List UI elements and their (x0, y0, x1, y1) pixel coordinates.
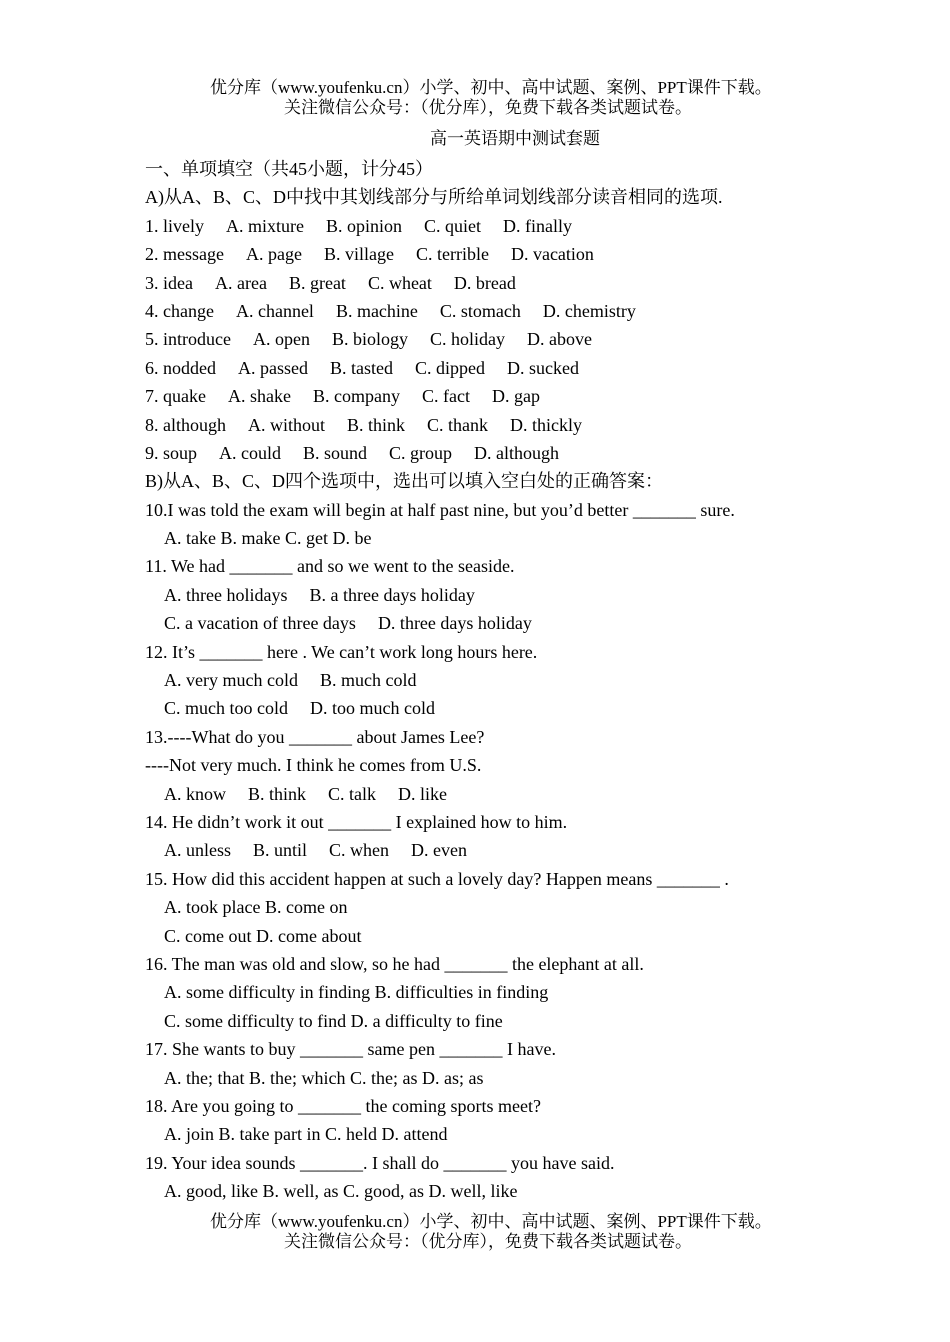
question-line: 17. She wants to buy _______ same pen _______ I have. (145, 1039, 556, 1060)
page-title: 高一英语期中测试套题 (430, 129, 600, 148)
answer-option: B. a three days holiday (309, 584, 475, 605)
question-word: 3. idea (145, 272, 193, 293)
answer-option: B. sound (303, 442, 368, 463)
question-row (145, 297, 845, 325)
answer-option: B. company (312, 386, 400, 407)
answer-option: A. shake (227, 386, 291, 407)
question-row (145, 269, 845, 297)
options-line: A. take B. make C. get D. be (164, 528, 372, 549)
answer-option: D. sucked (507, 357, 579, 378)
answer-option: D. thickly (510, 414, 583, 435)
options-line: C. come out D. come about (164, 925, 362, 946)
answer-option: B. great (288, 272, 346, 293)
answer-option: A. channel (235, 300, 314, 321)
question-line: 16. The man was old and slow, so he had _______ the elephant at all. (145, 953, 644, 974)
answer-option: B. until (253, 840, 308, 861)
question-line: 19. Your idea sounds _______. I shall do _______ you have said. (145, 1152, 615, 1173)
answer-option: D. too much cold (310, 698, 435, 719)
answer-option: D. bread (453, 272, 516, 293)
answer-option: A. open (252, 329, 310, 350)
answer-option: D. vacation (510, 244, 594, 265)
section-heading: 一、单项填空（共45小题，计分45） (145, 159, 433, 179)
question-row (145, 439, 845, 467)
answer-option: D. chemistry (542, 300, 636, 321)
answer-option: C. terrible (415, 244, 489, 265)
part-b-list (145, 496, 845, 1206)
question-word: 9. soup (145, 442, 198, 463)
question-word: 1. lively (145, 215, 204, 236)
question-word: 2. message (145, 244, 224, 265)
answer-option: D. above (527, 329, 592, 350)
footer-line-2: 关注微信公众号：（优分库），免费下载各类试题试卷。 (284, 1232, 692, 1251)
answer-option: A. area (214, 272, 267, 293)
options-line (145, 609, 845, 637)
answer-option: B. think (347, 414, 406, 435)
answer-option: A. mixture (226, 215, 304, 236)
options-line (145, 694, 845, 722)
answer-option: D. although (474, 442, 560, 463)
answer-option: C. group (389, 442, 453, 463)
question-line: ----Not very much. I think he comes from U.S. (145, 755, 482, 776)
answer-option: C. holiday (430, 329, 505, 350)
answer-option: C. much too cold (164, 698, 288, 719)
options-line (145, 581, 845, 609)
question-row (145, 411, 845, 439)
page-header (0, 78, 950, 118)
answer-option: A. passed (238, 357, 308, 378)
header-line-1: 优分库（www.youfenku.cn）小学、初中、高中试题、案例、PPT课件下载。 (210, 78, 772, 97)
footer-line-1: 优分库（www.youfenku.cn）小学、初中、高中试题、案例、PPT课件下载。 (210, 1212, 772, 1231)
question-line: 11. We had _______ and so we went to the seaside. (145, 556, 515, 577)
answer-option: B. biology (331, 329, 408, 350)
options-line (145, 836, 845, 864)
options-line: A. the; that B. the; which C. the; as D. as; as (164, 1067, 484, 1088)
answer-option: D. three days holiday (377, 613, 532, 634)
question-word: 5. introduce (145, 329, 231, 350)
answer-option: D. gap (491, 386, 540, 407)
answer-option: A. could (219, 442, 282, 463)
question-word: 8. although (145, 414, 226, 435)
answer-option: A. very much cold (164, 670, 298, 691)
part-b-instruction: B)从A、B、C、D四个选项中，选出可以填入空白处的正确答案： (145, 471, 664, 492)
options-line: C. some difficulty to find D. a difficulty to fine (164, 1010, 503, 1031)
answer-option: C. thank (427, 414, 489, 435)
page-footer (0, 1212, 950, 1252)
answer-option: C. when (329, 840, 390, 861)
question-word: 4. change (145, 300, 214, 321)
answer-option: D. like (398, 783, 448, 804)
answer-option: C. stomach (439, 300, 521, 321)
answer-option: A. know (164, 783, 226, 804)
answer-option: D. even (411, 840, 467, 861)
options-line: A. join B. take part in C. held D. attend (164, 1124, 448, 1145)
question-line: 18. Are you going to _______ the coming sports meet? (145, 1095, 541, 1116)
answer-option: A. without (248, 414, 326, 435)
answer-option: B. village (323, 244, 394, 265)
part-a-list (145, 212, 845, 468)
answer-option: C. fact (421, 386, 470, 407)
answer-option: A. three holidays (164, 584, 288, 605)
question-word: 7. quake (145, 386, 206, 407)
options-line (145, 666, 845, 694)
question-row (145, 212, 845, 240)
answer-option: A. page (245, 244, 302, 265)
answer-option: C. talk (328, 783, 377, 804)
question-line: 10.I was told the exam will begin at half past nine, but you’d better _______ sure. (145, 499, 735, 520)
question-line: 12. It’s _______ here . We can’t work long hours here. (145, 641, 538, 662)
options-line: A. took place B. come on (164, 897, 348, 918)
answer-option: A. unless (164, 840, 231, 861)
options-line (145, 780, 845, 808)
part-a-instruction: A)从A、B、C、D中找中其划线部分与所给单词划线部分读音相同的选项. (145, 187, 723, 208)
header-line-2: 关注微信公众号：（优分库），免费下载各类试题试卷。 (284, 98, 692, 117)
question-line: 15. How did this accident happen at such a lovely day? Happen means _______ . (145, 868, 729, 889)
question-word: 6. nodded (145, 357, 216, 378)
question-row (145, 382, 845, 410)
exam-content (145, 155, 845, 1205)
question-row (145, 240, 845, 268)
answer-option: C. quiet (424, 215, 482, 236)
answer-option: B. opinion (326, 215, 403, 236)
answer-option: B. machine (335, 300, 418, 321)
question-line: 13.----What do you _______ about James Lee? (145, 726, 485, 747)
options-line: A. good, like B. well, as C. good, as D. well, like (164, 1181, 518, 1202)
answer-option: B. much cold (319, 670, 417, 691)
answer-option: B. think (248, 783, 307, 804)
answer-option: C. wheat (367, 272, 432, 293)
question-row (145, 325, 845, 353)
answer-option: C. a vacation of three days (164, 613, 356, 634)
answer-option: B. tasted (330, 357, 393, 378)
answer-option: D. finally (503, 215, 573, 236)
question-row (145, 354, 845, 382)
question-line: 14. He didn’t work it out _______ I explained how to him. (145, 811, 568, 832)
answer-option: C. dipped (415, 357, 485, 378)
options-line: A. some difficulty in finding B. difficulties in finding (164, 982, 549, 1003)
